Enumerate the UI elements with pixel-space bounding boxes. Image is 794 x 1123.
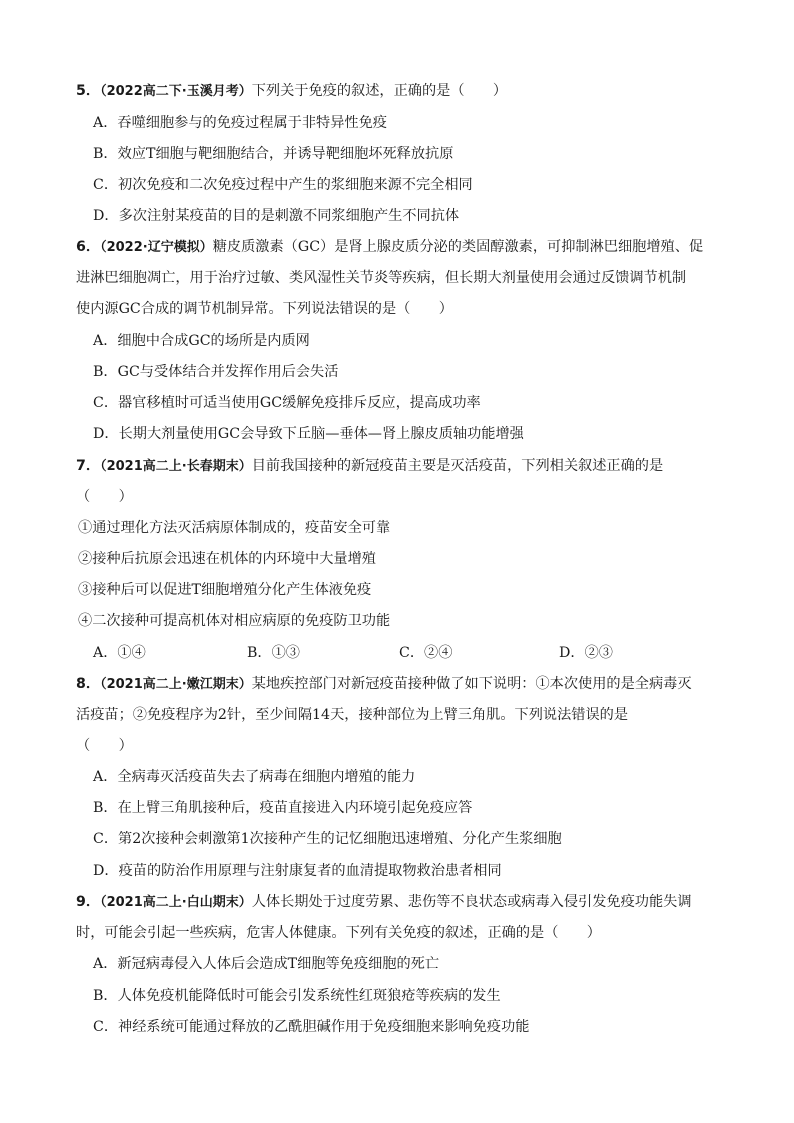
question-6-stem: 6．（2022·辽宁模拟）糖皮质激素（GC）是肾上腺皮质分泌的类固醇激素，可抑制淋巴细胞增殖、促: [76, 239, 704, 255]
answer-bracket: （ ）: [76, 489, 133, 505]
question-source: 2021高二上·长春期末: [106, 459, 239, 474]
choice-d: D．②③: [559, 645, 613, 661]
choice-c: C．②④: [399, 645, 453, 661]
option-b: B．在上臂三角肌接种后，疫苗直接进入内环境引起免疫应答: [93, 800, 473, 816]
statement-1: ①通过理化方法灭活病原体制成的，疫苗安全可靠: [78, 520, 391, 536]
question-source: 2022高二下·玉溪月考: [106, 84, 239, 99]
option-d: D．多次注射某疫苗的目的是刺激不同浆细胞产生不同抗体: [93, 208, 460, 224]
statement-2: ②接种后抗原会迅速在机体的内环境中大量增殖: [78, 551, 376, 567]
stem-text: 下列关于免疫的叙述，正确的是（ ）: [251, 83, 508, 99]
question-7-stem: 7．（2021高二上·长春期末）目前我国接种的新冠疫苗主要是灭活疫苗，下列相关叙述正确的是: [76, 458, 664, 474]
stem-continuation: 进淋巴细胞凋亡，用于治疗过敏、类风湿性关节炎等疾病，但长期大剂量使用会通过反馈调节机制: [76, 270, 687, 286]
option-a: A．全病毒灭活疫苗失去了病毒在细胞内增殖的能力: [93, 769, 416, 785]
question-9-stem: 9．（2021高二上·白山期末）人体长期处于过度劳累、悲伤等不良状态或病毒入侵引发免疫功能失调: [76, 894, 692, 910]
stem-text: 人体长期处于过度劳累、悲伤等不良状态或病毒入侵引发免疫功能失调: [251, 894, 692, 910]
question-number: 5: [76, 83, 86, 99]
question-8-stem: 8．（2021高二上·嫩江期末）某地疾控部门对新冠疫苗接种做了如下说明：①本次使用的是全病毒灭: [76, 676, 692, 692]
option-b: B．人体免疫机能降低时可能会引发系统性红斑狼疮等疾病的发生: [93, 988, 501, 1004]
question-number: 6: [76, 239, 86, 255]
question-source: 2021高二上·嫩江期末: [106, 677, 239, 692]
stem-text: 某地疾控部门对新冠疫苗接种做了如下说明：①本次使用的是全病毒灭: [251, 676, 692, 692]
question-source: 2021高二上·白山期末: [106, 895, 239, 910]
option-b: B．效应T细胞与靶细胞结合，并诱导靶细胞坏死释放抗原: [93, 146, 454, 162]
option-d: D．疫苗的防治作用原理与注射康复者的血清提取物救治患者相同: [93, 863, 502, 879]
choice-row: [93, 643, 693, 663]
question-number: 8: [76, 676, 86, 692]
statement-4: ④二次接种可提高机体对相应病原的免疫防卫功能: [78, 613, 391, 629]
option-a: A．吞噬细胞参与的免疫过程属于非特异性免疫: [93, 115, 387, 131]
question-number: 9: [76, 894, 86, 910]
stem-continuation: 使内源GC合成的调节机制异常。下列说法错误的是（ ）: [76, 301, 453, 317]
option-a: A．细胞中合成GC的场所是内质网: [93, 333, 310, 349]
option-c: C．神经系统可能通过释放的乙酰胆碱作用于免疫细胞来影响免疫功能: [93, 1019, 530, 1035]
stem-continuation: 时，可能会引起一些疾病，危害人体健康。下列有关免疫的叙述，正确的是（ ）: [76, 925, 601, 941]
option-c: C．初次免疫和二次免疫过程中产生的浆细胞来源不完全相同: [93, 177, 473, 193]
option-d: D．长期大剂量使用GC会导致下丘脑—垂体—肾上腺皮质轴功能增强: [93, 426, 524, 442]
statement-3: ③接种后可以促进T细胞增殖分化产生体液免疫: [78, 582, 372, 598]
option-b: B．GC与受体结合并发挥作用后会失活: [93, 364, 339, 380]
option-a: A．新冠病毒侵入人体后会造成T细胞等免疫细胞的死亡: [93, 956, 440, 972]
choice-b: B．①③: [247, 645, 300, 661]
stem-text: 糖皮质激素（GC）是肾上腺皮质分泌的类固醇激素，可抑制淋巴细胞增殖、促: [212, 239, 704, 255]
stem-text: 目前我国接种的新冠疫苗主要是灭活疫苗，下列相关叙述正确的是: [251, 458, 664, 474]
option-c: C．第2次接种会刺激第1次接种产生的记忆细胞迅速增殖、分化产生浆细胞: [93, 831, 562, 847]
choice-a: A．①④: [93, 645, 146, 661]
question-number: 7: [76, 458, 86, 474]
option-c: C．器官移植时可适当使用GC缓解免疫排斥反应，提高成功率: [93, 395, 481, 411]
stem-continuation: 活疫苗；②免疫程序为2针，至少间隔14天，接种部位为上臂三角肌。下列说法错误的是: [76, 707, 629, 723]
question-source: 2022·辽宁模拟: [106, 240, 200, 255]
question-5-stem: 5．（2022高二下·玉溪月考）下列关于免疫的叙述，正确的是（ ）: [76, 83, 508, 99]
answer-bracket: （ ）: [76, 738, 133, 754]
